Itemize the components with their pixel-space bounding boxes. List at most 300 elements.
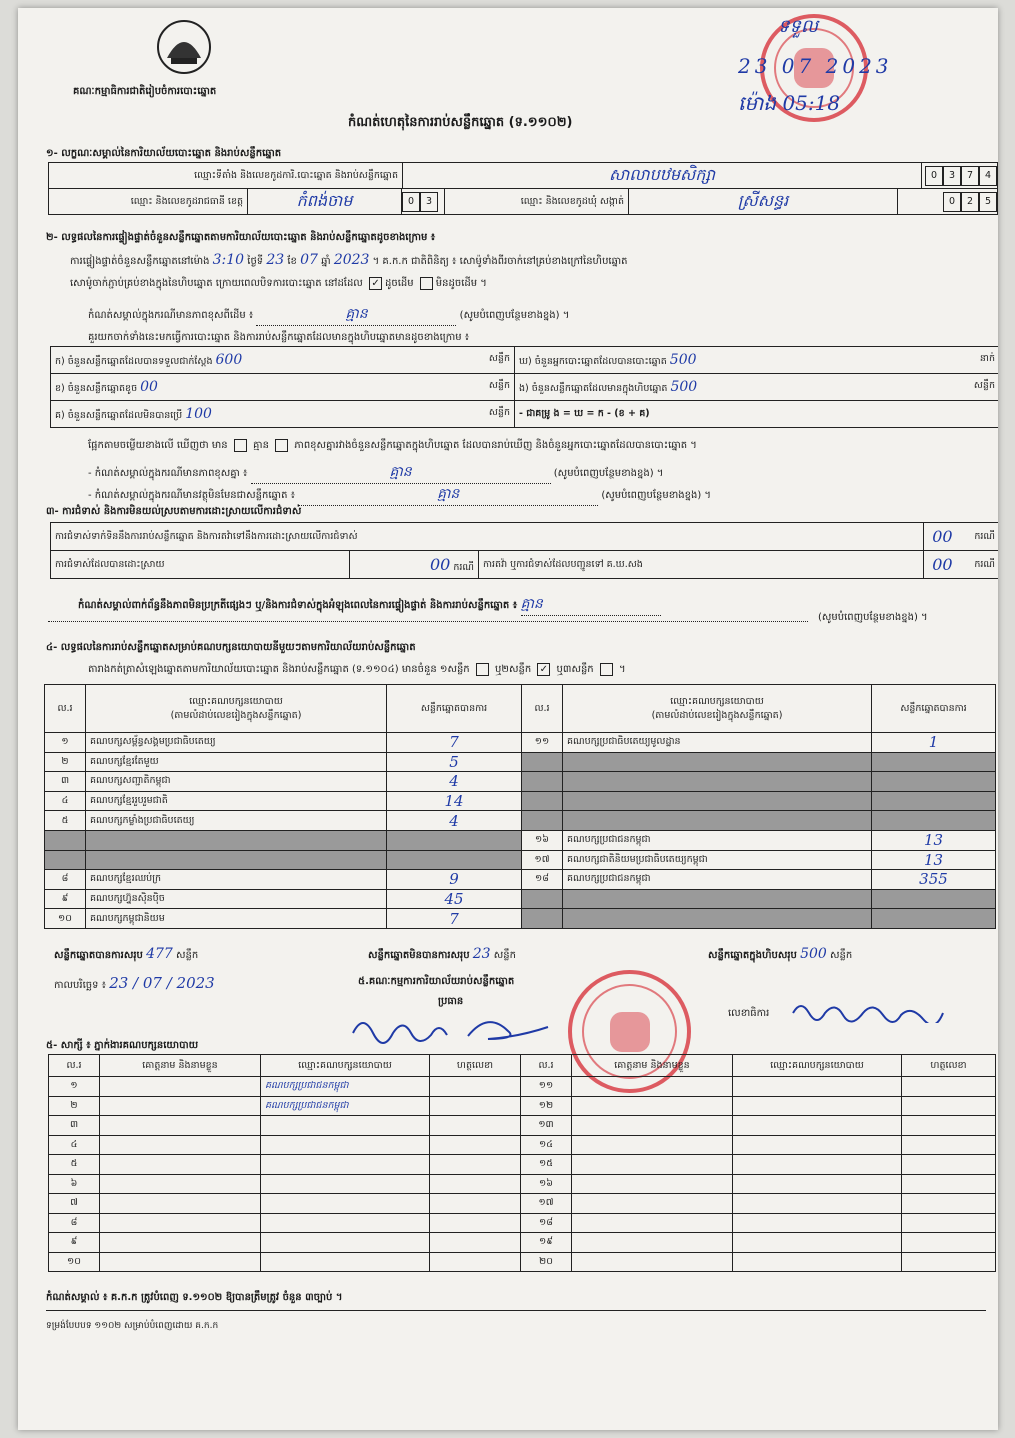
witness-name: [100, 1213, 261, 1233]
party-number: ១៨: [522, 870, 563, 890]
witness-number: ១៩: [521, 1233, 572, 1253]
party-number: [522, 772, 563, 792]
witness-number: ១១: [521, 1077, 572, 1097]
party-name: [563, 909, 872, 929]
party-votes: 13: [872, 830, 996, 850]
party-number: [522, 909, 563, 929]
box-total-value: 500: [800, 946, 827, 962]
same-checkbox[interactable]: ✓: [369, 277, 382, 290]
station-code-digit: 0: [925, 166, 943, 186]
voters-label: ឃ) ចំនួនអ្នកបោះឆ្នោតដែលបានបោះឆ្នោត: [519, 355, 667, 367]
object-note-label: - កំណត់សម្គាល់ក្នុងករណីមានវត្ថុមិនមែនជាសន្លឹកឆ្នោត ៖: [88, 490, 295, 501]
witness-name: [100, 1194, 261, 1214]
not-same-checkbox[interactable]: [420, 277, 433, 290]
sheet3-label: ឬ៣សន្លឹក: [556, 664, 594, 675]
irregularity-tail: (សូមបំពេញបន្ថែមខាងខ្នង) ។: [818, 612, 928, 623]
party-name: [563, 791, 872, 811]
witness-number: ១: [49, 1077, 100, 1097]
section3-title: ៣- ការជំទាស់ និងការមិនយល់ស្របតាមការដោះស្រាយលើការជំទាស់: [46, 506, 302, 517]
witness-header: [49, 1055, 996, 1077]
receipt-time: ម៉ោង 05:18: [738, 91, 841, 115]
witness-number: ១៦: [521, 1174, 572, 1194]
col-name: គោត្តនាម និងនាមខ្លួន: [572, 1055, 733, 1077]
party-number: [522, 811, 563, 831]
witness-party: គណបក្សប្រជាជនកម្ពុជា: [261, 1077, 430, 1097]
party-name: [86, 830, 387, 850]
section2-line1: [70, 252, 627, 269]
unit: ករណី: [453, 561, 474, 573]
diff-no-checkbox[interactable]: [275, 439, 288, 452]
unit: ករណី: [961, 551, 998, 579]
note-tail: (សូមបំពេញបន្ថែមខាងខ្នង) ។: [553, 468, 664, 479]
party-number: ៤: [45, 791, 86, 811]
witness-signature: [902, 1174, 996, 1194]
section2-line2: សោម៉ូចាក់ភ្ជាប់គ្រប់ខាងក្នុងនៃហិបឆ្នោត ក្រោយពេលបិទការបោះឆ្នោត នៅដដែល ✓ ដូចដើម មិនដូចដើម ។: [70, 277, 487, 289]
count-day-label: ថ្ងៃទី: [247, 256, 264, 267]
results-header: [45, 685, 996, 733]
col-party-sub: (តាមលំដាប់លេខរៀងក្នុងសន្លឹកឆ្នោត): [170, 709, 302, 721]
witness-row: [49, 1077, 996, 1097]
province-code-digit: 3: [420, 192, 438, 212]
section1-table-row2: [48, 188, 998, 215]
witness-signature: [902, 1096, 996, 1116]
diff-text-2: ភាពខុសគ្នារវាងចំនួនសន្លឹកឆ្នោតក្នុងហិបឆ្នោត ដែលបានរាប់ឃើញ និងចំនួនអ្នកបោះឆ្នោតដែលបានបោះឆ្នោត ។: [294, 440, 697, 451]
count-month-label: ខែ: [287, 256, 297, 267]
witness-signature: [430, 1174, 521, 1194]
section4-line: តារាងកត់ត្រាសំឡេងឆ្នោតតាមការិយាល័យបោះឆ្នោត និងរាប់សន្លឹកឆ្នោត (ទ.១១០៤) មានចំនួន ១សន្លឹក ឬ២សន្លឹក ✓ ឬ៣សន្លឹក ។: [88, 663, 626, 675]
witness-number: ១៨: [521, 1213, 572, 1233]
party-name: គណបក្សប្រជាជនកម្ពុជា: [563, 870, 872, 890]
witness-name: [100, 1252, 261, 1272]
col-no: ល.រ: [45, 685, 86, 733]
party-name: [563, 752, 872, 772]
witness-party: [733, 1155, 902, 1175]
party-name: គណបក្សកម្ពុជានិយម: [86, 909, 387, 929]
diff-text: ផ្អែកតាមចម្លើយខាងលើ ឃើញថា មាន: [88, 440, 228, 451]
results-row: [45, 850, 996, 870]
witness-signature: [902, 1194, 996, 1214]
party-name: គណបក្សខ្មែរតែមួយ: [86, 752, 387, 772]
witness-name: [572, 1116, 733, 1136]
col-no: ល.រ: [521, 1055, 572, 1077]
party-votes: [872, 909, 996, 929]
seal-note-label: កំណត់សម្គាល់ក្នុងករណីមានភាពខុសពីដើម ៖: [88, 310, 254, 321]
unit: សន្លឹក: [829, 950, 853, 961]
party-votes: 1: [872, 733, 996, 753]
witness-party: [733, 1213, 902, 1233]
results-row: [45, 752, 996, 772]
invalid-line: [368, 946, 516, 963]
party-number: ១១: [522, 733, 563, 753]
received-label: ក) ចំនួនសន្លឹកឆ្នោតដែលបានទទួលជាក់ស្តែង: [55, 355, 213, 367]
party-votes: 355: [872, 870, 996, 890]
ballot-row: [51, 347, 999, 374]
witness-number: ១៥: [521, 1155, 572, 1175]
witness-signature: [430, 1233, 521, 1253]
footer-code: ទម្រង់បែបបទ ១១០២ សម្រាប់បំពេញដោយ គ.ក.ក: [46, 1321, 219, 1331]
voters-value: 500: [669, 351, 697, 368]
irregularity-note: [78, 594, 661, 616]
party-votes: [387, 850, 522, 870]
in-box-label: ង) ចំនួនសន្លឹកឆ្នោតដែលមានក្នុងហិបឆ្នោត: [519, 382, 668, 394]
witness-number: ២០: [521, 1252, 572, 1272]
results-row: [45, 870, 996, 890]
totals-line: [54, 946, 198, 963]
witness-number: ១២: [521, 1096, 572, 1116]
party-votes: [872, 889, 996, 909]
witness-party: [733, 1135, 902, 1155]
witness-row: [49, 1252, 996, 1272]
resolved-label: ការជំទាស់ដែលបានដោះស្រាយ: [55, 558, 165, 570]
witness-number: ៤: [49, 1135, 100, 1155]
col-votes: សន្លឹកឆ្នោតបានការ: [387, 685, 522, 733]
count-year: 2023: [333, 252, 370, 268]
count-day: 23: [266, 252, 285, 268]
witness-signature: [902, 1135, 996, 1155]
witness-row: [49, 1116, 996, 1136]
party-votes: [872, 752, 996, 772]
chair-signature-icon: [348, 1008, 578, 1048]
commune-value: ស្រីសន្ធរ: [737, 190, 789, 210]
party-votes: 4: [387, 772, 522, 792]
section2-intro: គួរយកចាក់ទាំងនេះមកធ្វើការបោះឆ្នោត និងការរាប់សន្លឹកឆ្នោតដែលមានក្នុងហិបឆ្នោតមានដូចខាងក្រោម ៖: [88, 332, 470, 343]
object-note-value: គ្មាន: [437, 486, 460, 502]
box-total-line: [708, 946, 852, 963]
section1-table: [48, 162, 998, 189]
irregularity-value: គ្មាន: [520, 596, 543, 612]
col-sign: ហត្ថលេខា: [430, 1055, 521, 1077]
unit: សន្លឹក: [973, 379, 995, 391]
count-month: 07: [300, 252, 318, 268]
invalid-total-value: 23: [472, 946, 491, 962]
results-row: [45, 772, 996, 792]
witness-row: [49, 1213, 996, 1233]
party-number: ៥: [45, 811, 86, 831]
diff-note-value: គ្មាន: [389, 464, 412, 480]
witness-party: [733, 1096, 902, 1116]
in-box-value: 500: [670, 378, 698, 395]
witness-name: [572, 1233, 733, 1253]
party-votes: [872, 772, 996, 792]
witness-row: [49, 1194, 996, 1214]
box-total-label: សន្លឹកឆ្នោតក្នុងហិបសរុប: [708, 950, 797, 961]
party-number: [45, 850, 86, 870]
party-name: គណបក្សសញ្ជាតិកម្ពុជា: [86, 772, 387, 792]
witness-number: ១៣: [521, 1116, 572, 1136]
diff-yes-checkbox[interactable]: [234, 439, 247, 452]
party-name: គណបក្សហ្វ៊ុនស៊ិនប៉ិច: [86, 889, 387, 909]
col-no: ល.រ: [522, 685, 563, 733]
witness-party: គណបក្សប្រជាជនកម្ពុជា: [261, 1096, 430, 1116]
not-same-label: មិនដូចដើម: [435, 278, 478, 289]
province-label: ឈ្មោះ និងលេខកូដរាជធានី ខេត្ត: [49, 189, 248, 215]
objection-table: [50, 522, 998, 579]
results-row: [45, 811, 996, 831]
date-line: [54, 974, 215, 993]
station-value: សាលាបឋមសិក្សា: [608, 164, 716, 184]
party-votes: 45: [387, 889, 522, 909]
objection-value: 00: [932, 527, 953, 546]
party-name: គណបក្សខ្មែរឈប់ក្រ: [86, 870, 387, 890]
party-votes: [872, 791, 996, 811]
sheet3-checkbox[interactable]: [600, 663, 613, 676]
count-year-label: ឆ្នាំ: [321, 256, 331, 267]
unit: ករណី: [961, 523, 998, 551]
col-party: ឈ្មោះគណបក្សនយោបាយ: [733, 1055, 902, 1077]
witness-number: ១០: [49, 1252, 100, 1272]
party-number: ១: [45, 733, 86, 753]
party-votes: [387, 830, 522, 850]
col-name: គោត្តនាម និងនាមខ្លួន: [100, 1055, 261, 1077]
count-line-post: ។ គ.ក.ក ជាតិពិនិត្យ ៖ សោម៉ូទាំងពីរចាក់នៅគ្រប់ខាងក្រៅនៃហិបឆ្នោត: [372, 256, 628, 267]
party-number: ២: [45, 752, 86, 772]
province-value: កំពង់ចាម: [296, 190, 353, 210]
witness-party: [733, 1252, 902, 1272]
witness-signature: [902, 1155, 996, 1175]
secretary-label: លេខាធិការ: [728, 1008, 770, 1019]
witness-number: ១៧: [521, 1194, 572, 1214]
witness-party: [261, 1116, 430, 1136]
section4-title: ៤- លទ្ធផលនៃការរាប់សន្លឹកឆ្នោតសម្រាប់គណបក្សនយោបាយនីមួយៗតាមការិយាល័យរាប់សន្លឹកឆ្នោត: [46, 642, 416, 653]
witness-number: ៧: [49, 1194, 100, 1214]
witness-signature: [430, 1155, 521, 1175]
valid-total-value: 477: [146, 946, 173, 962]
same-label: ដូចដើម: [385, 278, 414, 289]
party-number: [522, 752, 563, 772]
province-code-digit: 0: [402, 192, 420, 212]
results-row: [45, 733, 996, 753]
unit: សន្លឹក: [493, 950, 516, 961]
diff-note-label: - កំណត់សម្គាល់ក្នុងករណីមានភាពខុសគ្នា ៖: [88, 468, 248, 479]
valid-total-label: សន្លឹកឆ្នោតបានការសរុប: [54, 950, 143, 961]
results-row: [45, 909, 996, 929]
object-note: [88, 484, 711, 506]
col-party-sub: (តាមលំដាប់លេខរៀងក្នុងសន្លឹកឆ្នោត): [651, 709, 783, 721]
witness-signature: [430, 1194, 521, 1214]
secretary-signature-icon: [788, 993, 968, 1023]
date-value: 23 / 07 / 2023: [109, 974, 215, 992]
seal-note-value: គ្មាន: [345, 306, 368, 322]
col-party: ឈ្មោះគណបក្សនយោបាយ: [670, 695, 764, 707]
party-name: គណបក្សប្រជាធិបតេយ្យមូលដ្ឋាន: [563, 733, 872, 753]
party-number: ១៧: [522, 850, 563, 870]
commune-code-digit: 5: [979, 192, 997, 212]
witness-number: ៣: [49, 1116, 100, 1136]
witness-row: [49, 1155, 996, 1175]
witness-number: ៨: [49, 1213, 100, 1233]
witness-name: [572, 1213, 733, 1233]
witness-party: [261, 1174, 430, 1194]
witness-number: ៥: [49, 1155, 100, 1175]
witness-signature: [902, 1077, 996, 1097]
party-votes: 5: [387, 752, 522, 772]
col-party: ឈ្មោះគណបក្សនយោបាយ: [261, 1055, 430, 1077]
witness-party: [261, 1233, 430, 1253]
dotted-line: [48, 620, 808, 622]
tally-sheet-text: តារាងកត់ត្រាសំឡេងឆ្នោតតាមការិយាល័យបោះឆ្នោត និងរាប់សន្លឹកឆ្នោត (ទ.១១០៤) មានចំនួន ១សន្លឹក: [88, 664, 470, 675]
witness-party: [261, 1135, 430, 1155]
witness-party: [733, 1077, 902, 1097]
footer-divider: [46, 1310, 986, 1311]
witness-party: [261, 1252, 430, 1272]
party-number: [522, 889, 563, 909]
party-number: ៩: [45, 889, 86, 909]
party-name: [563, 889, 872, 909]
party-name: [86, 850, 387, 870]
irregularity-label: កំណត់សម្គាល់ពាក់ព័ន្ធនឹងភាពមិនប្រក្រតីផ្សេងៗ ឬ/និងការជំទាស់ក្នុងអំឡុងពេលនៃការផ្ទៀងផ្ទាត់ និងការរាប់សន្លឹកឆ្នោត ៖: [78, 600, 518, 611]
unit: សន្លឹក: [488, 352, 510, 364]
unit: សន្លឹក: [488, 379, 510, 391]
station-code-digit: 3: [943, 166, 961, 186]
witness-signature: [430, 1252, 521, 1272]
witness-name: [100, 1116, 261, 1136]
note-tail: (សូមបំពេញបន្ថែមខាងខ្នង) ។: [601, 490, 711, 501]
results-row: [45, 889, 996, 909]
witness-party: [733, 1116, 902, 1136]
witness-party: [733, 1194, 902, 1214]
witness-signature: [902, 1116, 996, 1136]
resolved-value: 00: [429, 554, 451, 574]
section1-title: ១- លក្ខណៈសម្គាល់នៃការិយាល័យបោះឆ្នោត និងរាប់សន្លឹកឆ្នោត: [46, 148, 282, 159]
witness-signature: [430, 1096, 521, 1116]
form-title: កំណត់ហេតុនៃការរាប់សន្លឹកឆ្នោត (ទ.១១០២): [348, 115, 573, 130]
witness-name: [572, 1174, 733, 1194]
count-time: 3:10: [212, 252, 245, 268]
witness-name: [100, 1233, 261, 1253]
party-votes: 13: [872, 850, 996, 870]
unused-value: 100: [185, 405, 212, 422]
unit: នាក់: [979, 352, 995, 364]
formula-label: - ជាគម្រូ ង = ឃ = ក - (ខ + គ): [519, 408, 650, 419]
witness-signature: [902, 1233, 996, 1253]
sheet2-checkbox[interactable]: ✓: [537, 663, 550, 676]
col-party: ឈ្មោះគណបក្សនយោបាយ: [189, 695, 283, 707]
witness-party: [261, 1155, 430, 1175]
party-votes: 7: [387, 733, 522, 753]
spoiled-value: 00: [140, 378, 158, 395]
station-code-digit: 7: [961, 166, 979, 186]
witness-name: [572, 1135, 733, 1155]
party-number: [45, 830, 86, 850]
witness-number: ១៤: [521, 1135, 572, 1155]
footer-note: កំណត់សម្គាល់ ៖ គ.ក.ក ត្រូវបំពេញ ទ.១១០២ ឱ្យបានត្រឹមត្រូវ ចំនួន ៣ច្បាប់ ។: [46, 1292, 343, 1303]
committee-label: ៥.គណៈកម្មការការិយាល័យរាប់សន្លឹកឆ្នោត: [358, 976, 515, 987]
witness-name: [572, 1155, 733, 1175]
emblem-icon: [153, 18, 215, 76]
seal-note-suffix: (សូមបំពេញបន្ថែមខាងខ្នង) ។: [459, 310, 570, 321]
witness-row: [49, 1096, 996, 1116]
col-sign: ហត្ថលេខា: [902, 1055, 996, 1077]
witness-party: [261, 1194, 430, 1214]
witness-party: [733, 1233, 902, 1253]
witness-name: [100, 1155, 261, 1175]
witness-signature: [430, 1135, 521, 1155]
witness-number: ២: [49, 1096, 100, 1116]
party-number: ១០: [45, 909, 86, 929]
sheet1-checkbox[interactable]: [476, 663, 489, 676]
section2-title: ២- លទ្ធផលនៃការផ្ទៀងផ្ទាត់ចំនួនសន្លឹកឆ្នោតតាមការិយាល័យបោះឆ្នោត និងរាប់សន្លឹកឆ្នោតដូចខាងក្រោម ៖: [46, 232, 436, 243]
party-name: គណបក្សខ្មែររួបរួមជាតិ: [86, 791, 387, 811]
witness-name: [572, 1096, 733, 1116]
party-votes: 4: [387, 811, 522, 831]
sheet2-label: ឬ២សន្លឹក: [495, 664, 532, 675]
diff-no-label: គ្មាន: [253, 440, 269, 451]
ballot-row: [51, 401, 999, 428]
witness-signature: [902, 1252, 996, 1272]
diff-line: [88, 438, 697, 453]
results-row: [45, 791, 996, 811]
org-name: គណៈកម្មាធិការជាតិរៀបចំការបោះឆ្នោត: [73, 86, 217, 97]
commune-code-digit: 2: [961, 192, 979, 212]
witness-party: [261, 1213, 430, 1233]
witness-signature: [430, 1116, 521, 1136]
forwarded-value: 00: [932, 555, 953, 574]
party-number: ៣: [45, 772, 86, 792]
party-number: ៨: [45, 870, 86, 890]
party-name: គណបក្សជាតិនិយមប្រជាធិបតេយ្យកម្ពុជា: [563, 850, 872, 870]
witness-number: ៩: [49, 1233, 100, 1253]
col-no: ល.រ: [49, 1055, 100, 1077]
witness-table: [48, 1054, 996, 1272]
unused-label: គ) ចំនួនសន្លឹកឆ្នោតដែលមិនបានប្រើ: [55, 409, 183, 421]
received-value: 600: [215, 351, 243, 368]
station-label: ឈ្មោះទីតាំង និងលេខកូដការិ.បោះឆ្នោត និងរាប់សន្លឹកឆ្នោត: [49, 163, 403, 189]
witness-signature: [902, 1213, 996, 1233]
witness-name: [100, 1096, 261, 1116]
ballot-row: [51, 374, 999, 401]
witness-row: [49, 1174, 996, 1194]
witness-signature: [430, 1213, 521, 1233]
witness-name: [100, 1135, 261, 1155]
party-name: [563, 772, 872, 792]
spoiled-label: ខ) ចំនួនសន្លឹកឆ្នោតខូច: [55, 382, 138, 394]
form-page: [18, 8, 998, 1430]
party-name: គណបក្សសម្ព័ន្ធសង្គមប្រជាធិបតេយ្យ: [86, 733, 387, 753]
party-votes: 7: [387, 909, 522, 929]
station-code-digit: 4: [979, 166, 997, 186]
party-name: [563, 811, 872, 831]
witness-row: [49, 1233, 996, 1253]
forwarded-label: ការតវ៉ា ឬការជំទាស់ដែលបញ្ជូនទៅ គ.ឃ.សង: [479, 551, 924, 579]
witness-party: [733, 1174, 902, 1194]
invalid-total-label: សន្លឹកឆ្នោតមិនបានការសរុប: [368, 950, 470, 961]
party-name: គណបក្សប្រជាជនកម្ពុជា: [563, 830, 872, 850]
unit: សន្លឹក: [175, 950, 199, 961]
witness-signature: [430, 1077, 521, 1097]
seal-line-text: សោម៉ូចាក់ភ្ជាប់គ្រប់ខាងក្នុងនៃហិបឆ្នោត ក្រោយពេលបិទការបោះឆ្នោត នៅដដែល: [70, 278, 363, 289]
party-name: គណបក្សកម្លាំងប្រជាធិបតេយ្យ: [86, 811, 387, 831]
date-label: កាលបរិច្ឆេទ ៖: [54, 980, 107, 991]
results-table: [44, 684, 996, 929]
commune-label: ឈ្មោះ និងលេខកូដឃុំ សង្កាត់: [445, 189, 629, 215]
ballot-count-table: [50, 346, 998, 428]
witness-name: [100, 1077, 261, 1097]
count-time-label: ការផ្ទៀងផ្ទាត់ចំនួនសន្លឹកឆ្នោតនៅម៉ោង: [70, 256, 210, 267]
results-row: [45, 830, 996, 850]
receipt-date: 23 07 2023: [738, 54, 893, 78]
party-votes: [872, 811, 996, 831]
party-number: [522, 791, 563, 811]
diff-note: [88, 462, 663, 484]
witness-name: [572, 1194, 733, 1214]
witness-number: ៦: [49, 1174, 100, 1194]
unit: សន្លឹក: [488, 406, 510, 418]
commune-code-digit: 0: [943, 192, 961, 212]
witness-name: [100, 1174, 261, 1194]
party-number: ១៦: [522, 830, 563, 850]
witness-name: [572, 1077, 733, 1097]
witness-row: [49, 1135, 996, 1155]
